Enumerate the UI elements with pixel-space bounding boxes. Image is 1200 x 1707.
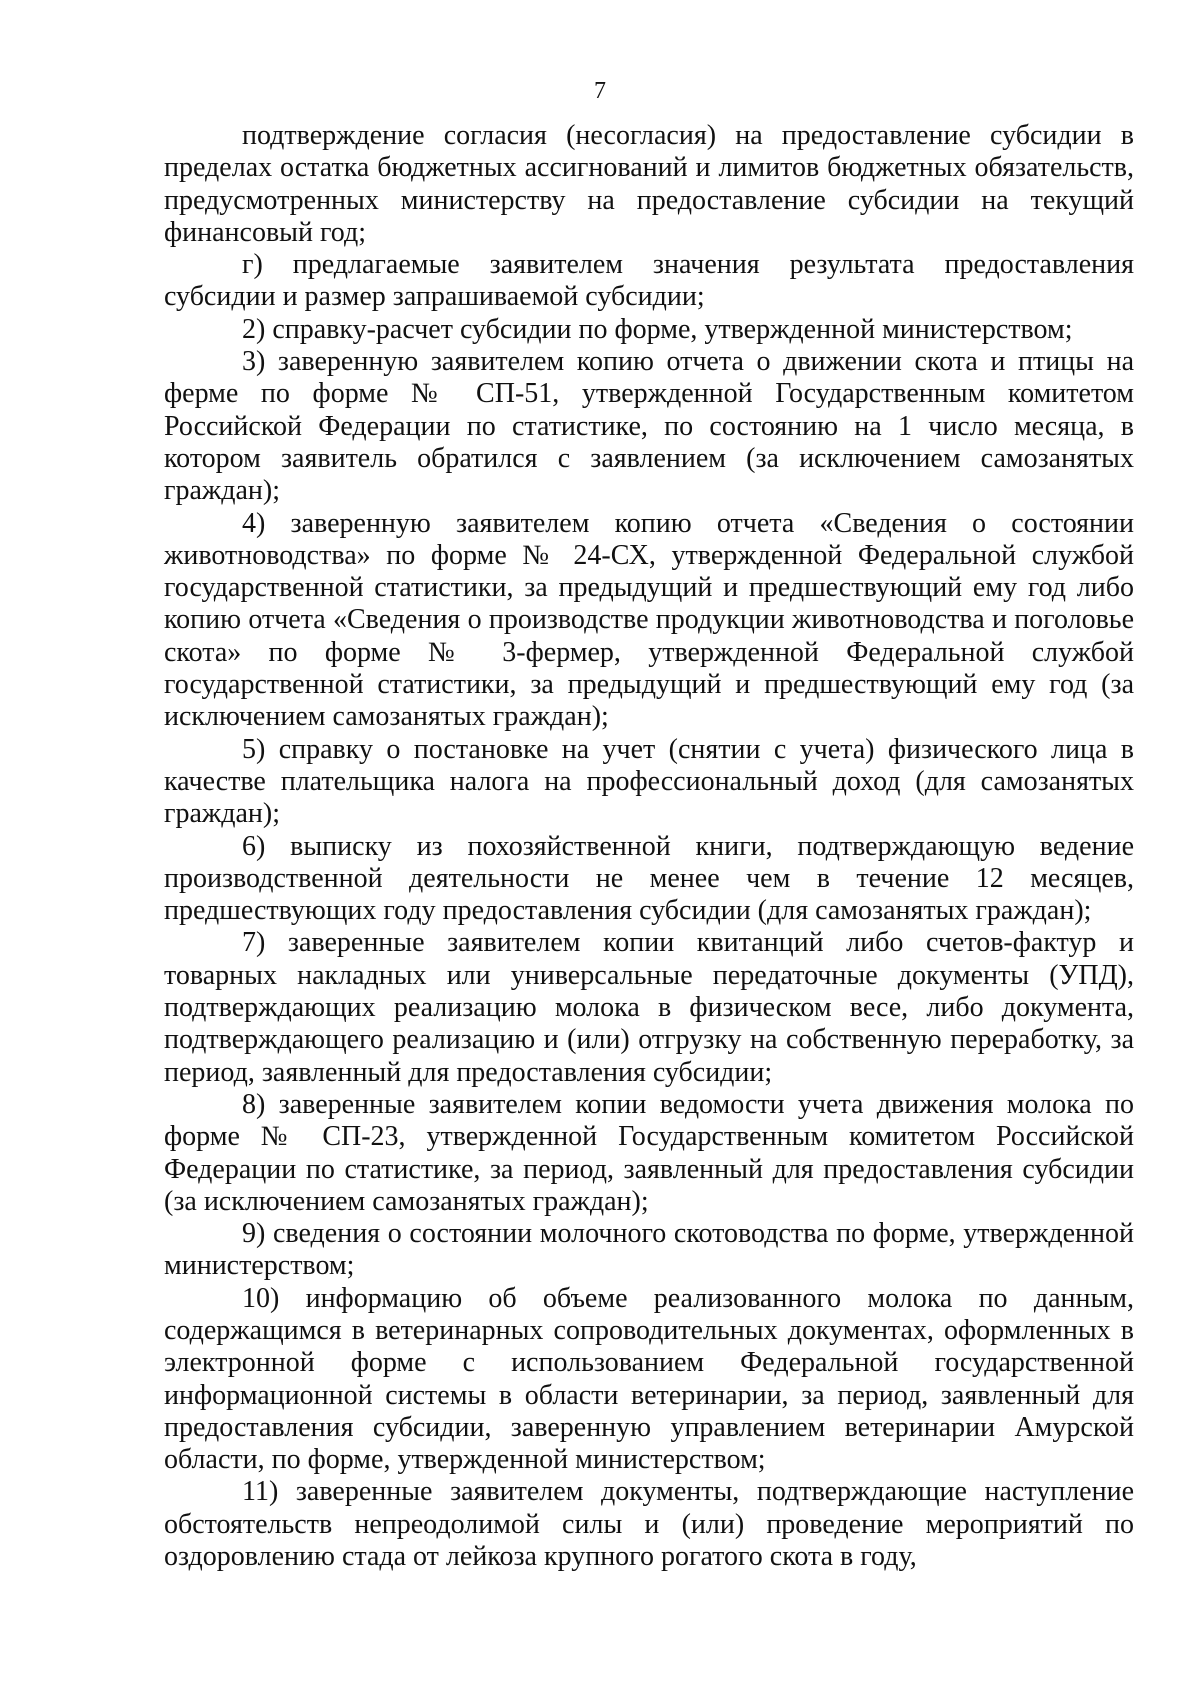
paragraph: 6) выписку из похозяйственной книги, подтверждающую ведение производственной деятельности не менее чем в течение 12 месяцев, предшествующих году предоставления субсидии (для самозанятых граждан);	[164, 830, 1134, 927]
paragraph: 4) заверенную заявителем копию отчета «Сведения о состоянии животноводства» по форме № 24-СХ, утвержденной Федеральной службой государственной статистики, за предыдущий и предшествующий ему год либо копию отчета «Сведения о производстве продукции животноводства и поголовье скота» по форме № 3-фермер, утвержденной Федеральной службой государственной статистики, за предыдущий и предшествующий ему год (за исключением самозанятых граждан);	[164, 507, 1134, 733]
paragraph: 7) заверенные заявителем копии квитанций либо счетов-фактур и товарных накладных или универсальные передаточные документы (УПД), подтверждающих реализацию молока в физическом весе, либо документа, подтверждающего реализацию и (или) отгрузку на собственную переработку, за период, заявленный для предоставления субсидии;	[164, 927, 1134, 1088]
paragraph: 3) заверенную заявителем копию отчета о движении скота и птицы на ферме по форме № СП-51, утвержденной Государственным комитетом Российской Федерации по статистике, по состоянию на 1 число месяца, в котором заявитель обратился с заявлением (за исключением самозанятых граждан);	[164, 346, 1134, 507]
page-number: 7	[594, 78, 606, 104]
paragraph: подтверждение согласия (несогласия) на предоставление субсидии в пределах остатка бюджетных ассигнований и лимитов бюджетных обязательств, предусмотренных министерству на предоставление субсидии на текущий финансовый год;	[164, 120, 1134, 248]
paragraph: 10) информацию об объеме реализованного молока по данным, содержащимся в ветеринарных сопроводительных документах, оформленных в электронной форме с использованием Федеральной государственной информационной системы в области ветеринарии, за период, заявленный для предоставления субсидии, заверенную управлением ветеринарии Амурской области, по форме, утвержденной министерством;	[164, 1282, 1134, 1476]
paragraph: г) предлагаемые заявителем значения результата предоставления субсидии и размер запрашиваемой субсидии;	[164, 249, 1134, 313]
paragraph: 2) справку-расчет субсидии по форме, утвержденной министерством;	[242, 313, 1073, 345]
paragraph: 5) справку о постановке на учет (снятии с учета) физического лица в качестве плательщика налога на профессиональный доход (для самозанятых граждан);	[164, 733, 1134, 830]
document-body	[164, 120, 1134, 1573]
paragraph: 8) заверенные заявителем копии ведомости учета движения молока по форме № СП-23, утвержденной Государственным комитетом Российской Федерации по статистике, за период, заявленный для предоставления субсидии (за исключением самозанятых граждан);	[164, 1088, 1134, 1217]
paragraph: 11) заверенные заявителем документы, подтверждающие наступление обстоятельств непреодолимой силы и (или) проведение мероприятий по оздоровлению стада от лейкоза крупного рогатого скота в году,	[164, 1476, 1134, 1573]
paragraph: 9) сведения о состоянии молочного скотоводства по форме, утвержденной министерством;	[164, 1218, 1134, 1282]
